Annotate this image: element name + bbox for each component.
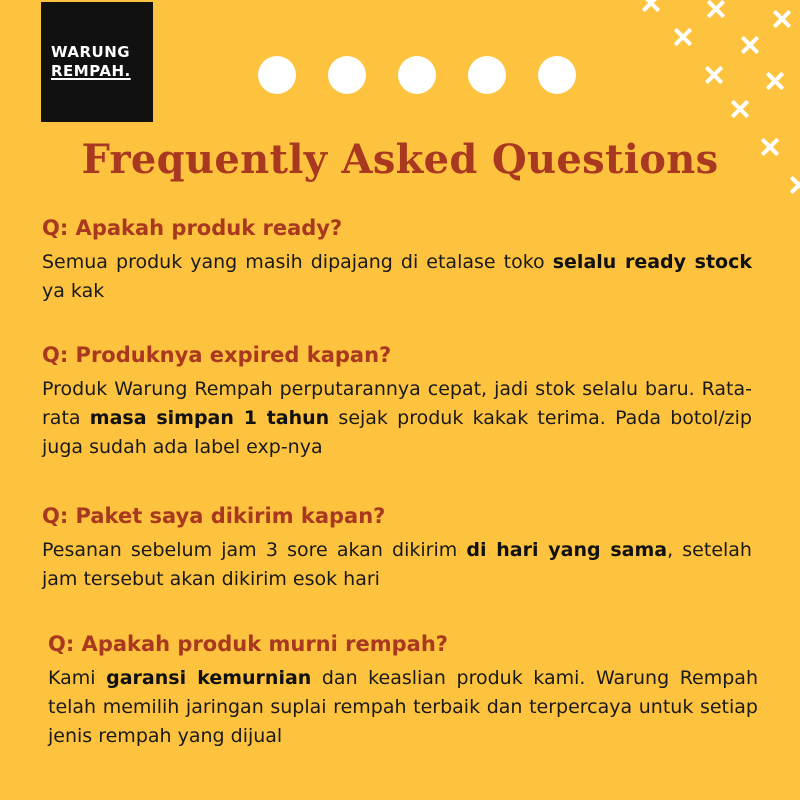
cross-icon — [766, 72, 784, 90]
answer-highlight: di hari yang sama — [466, 539, 668, 561]
faq-answer — [42, 375, 752, 462]
brand-logo-line2: REMPAH. — [51, 62, 131, 80]
cross-icon — [642, 0, 660, 12]
faq-item-1 — [42, 216, 752, 306]
cross-icon — [741, 36, 759, 54]
cross-icon — [731, 100, 749, 118]
answer-text: , setelah jam tersebut akan dikirim esok hari — [42, 539, 752, 590]
faq-item-3 — [42, 504, 752, 594]
brand-logo — [41, 2, 153, 122]
answer-text: Semua produk yang masih dipajang di etalase toko — [42, 251, 553, 273]
cross-icon — [674, 28, 692, 46]
page-title: Frequently Asked Questions — [81, 136, 719, 183]
faq-question: Q: Paket saya dikirim kapan? — [42, 504, 386, 528]
brand-logo-line1: WARUNG — [51, 43, 131, 61]
answer-text: dan keaslian produk kami. Warung Rempah telah memilih jaringan suplai rempah terbaik dan terpercaya untuk setiap jenis rempah yang dijual — [48, 667, 758, 747]
faq-question: Q: Produknya expired kapan? — [42, 343, 392, 367]
faq-answer — [42, 248, 752, 306]
cross-icon — [707, 0, 725, 18]
answer-text: Produk Warung Rempah perputarannya cepat, jadi stok selalu baru. Rata-rata — [42, 378, 752, 429]
answer-text: ya kak — [42, 280, 105, 302]
decorative-dots — [258, 56, 576, 94]
cross-icon — [705, 66, 723, 84]
faq-answer — [42, 536, 752, 594]
answer-highlight: selalu ready stock — [552, 251, 752, 273]
faq-answer — [48, 664, 758, 751]
dot-3 — [398, 56, 436, 94]
dot-2 — [328, 56, 366, 94]
faq-item-2 — [42, 343, 752, 462]
faq-item-4 — [48, 632, 758, 751]
dot-1 — [258, 56, 296, 94]
cross-icon — [773, 10, 791, 28]
answer-text: Kami — [48, 667, 107, 689]
answer-text: sejak produk kakak terima. Pada botol/zip juga sudah ada label exp-nya — [42, 407, 752, 458]
dot-4 — [468, 56, 506, 94]
answer-highlight: garansi kemurnian — [106, 667, 312, 689]
dot-5 — [538, 56, 576, 94]
answer-highlight: masa simpan 1 tahun — [89, 407, 330, 429]
faq-question: Q: Apakah produk ready? — [42, 216, 343, 240]
answer-text: Pesanan sebelum jam 3 sore akan dikirim — [42, 539, 467, 561]
faq-question: Q: Apakah produk murni rempah? — [48, 632, 448, 656]
